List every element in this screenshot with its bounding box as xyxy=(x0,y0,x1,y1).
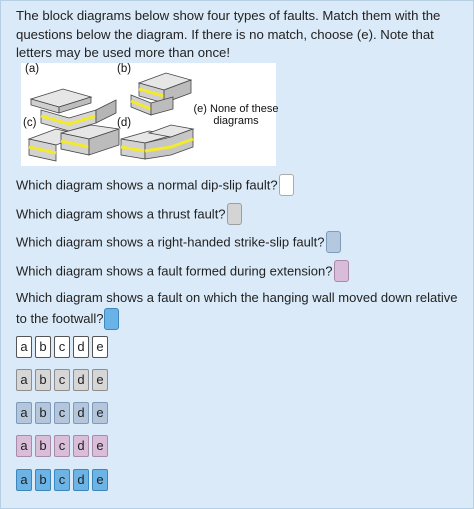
question-1 xyxy=(16,175,294,197)
answer-tile-d[interactable]: d xyxy=(73,402,89,424)
answer-tile-c[interactable]: c xyxy=(54,402,70,424)
option-e-line2: diagrams xyxy=(213,115,259,127)
answer-dropzone-2[interactable] xyxy=(227,203,242,225)
question-3-text: Which diagram shows a right-handed strike-slip fault? xyxy=(16,234,325,250)
answer-tile-b[interactable]: b xyxy=(35,435,51,457)
question-2-text: Which diagram shows a thrust fault? xyxy=(16,206,226,222)
answer-tile-e[interactable]: e xyxy=(92,435,108,457)
answer-tile-c[interactable]: c xyxy=(54,435,70,457)
answer-tiles-row-5 xyxy=(16,469,108,491)
label-c: (c) xyxy=(23,117,37,129)
diagram-b xyxy=(131,73,191,115)
answer-tile-e[interactable]: e xyxy=(92,369,108,391)
answer-tile-b[interactable]: b xyxy=(35,369,51,391)
instructions-text: The block diagrams below show four types of faults. Match them with the questions below the diagram. If there is no match, choose (e). Note that letters may be used more than once! xyxy=(16,8,441,61)
diagram-c xyxy=(29,125,119,161)
answer-tile-b[interactable]: b xyxy=(35,336,51,358)
question-4-text: Which diagram shows a fault formed during extension? xyxy=(16,263,333,279)
label-d: (d) xyxy=(117,117,132,129)
option-e-line1: (e) None of these xyxy=(193,103,279,115)
option-e-note xyxy=(193,103,279,127)
diagram-d xyxy=(121,125,193,159)
answer-tile-a[interactable]: a xyxy=(16,336,32,358)
label-b: (b) xyxy=(117,63,132,75)
question-2 xyxy=(16,204,242,226)
diagram-a xyxy=(31,89,116,131)
answer-dropzone-4[interactable] xyxy=(334,260,349,282)
answer-tiles-row-3 xyxy=(16,402,108,424)
answer-tile-b[interactable]: b xyxy=(35,402,51,424)
answer-dropzone-5[interactable] xyxy=(104,308,119,330)
answer-tile-a[interactable]: a xyxy=(16,369,32,391)
answer-dropzone-3[interactable] xyxy=(326,231,341,253)
answer-tile-d[interactable]: d xyxy=(73,469,89,491)
question-5 xyxy=(16,287,466,331)
question-1-text: Which diagram shows a normal dip-slip fault? xyxy=(16,177,278,193)
answer-tiles-row-4 xyxy=(16,435,108,457)
label-a: (a) xyxy=(25,63,40,75)
question-3 xyxy=(16,232,341,254)
answer-tile-e[interactable]: e xyxy=(92,336,108,358)
answer-tile-d[interactable]: d xyxy=(73,369,89,391)
answer-dropzone-1[interactable] xyxy=(279,174,294,196)
answer-tile-d[interactable]: d xyxy=(73,435,89,457)
answer-tile-e[interactable]: e xyxy=(92,469,108,491)
answer-tile-a[interactable]: a xyxy=(16,469,32,491)
answer-tiles-row-2 xyxy=(16,369,108,391)
answer-tile-c[interactable]: c xyxy=(54,369,70,391)
answer-tiles-row-1 xyxy=(16,336,108,358)
question-5-text: Which diagram shows a fault on which the hanging wall moved down relative to the footwall? xyxy=(16,290,458,326)
answer-tile-c[interactable]: c xyxy=(54,336,70,358)
answer-tile-d[interactable]: d xyxy=(73,336,89,358)
answer-tile-e[interactable]: e xyxy=(92,402,108,424)
answer-tile-a[interactable]: a xyxy=(16,435,32,457)
question-4 xyxy=(16,261,349,283)
answer-tile-b[interactable]: b xyxy=(35,469,51,491)
answer-tile-a[interactable]: a xyxy=(16,402,32,424)
answer-tile-c[interactable]: c xyxy=(54,469,70,491)
fault-block-diagrams xyxy=(21,63,279,166)
